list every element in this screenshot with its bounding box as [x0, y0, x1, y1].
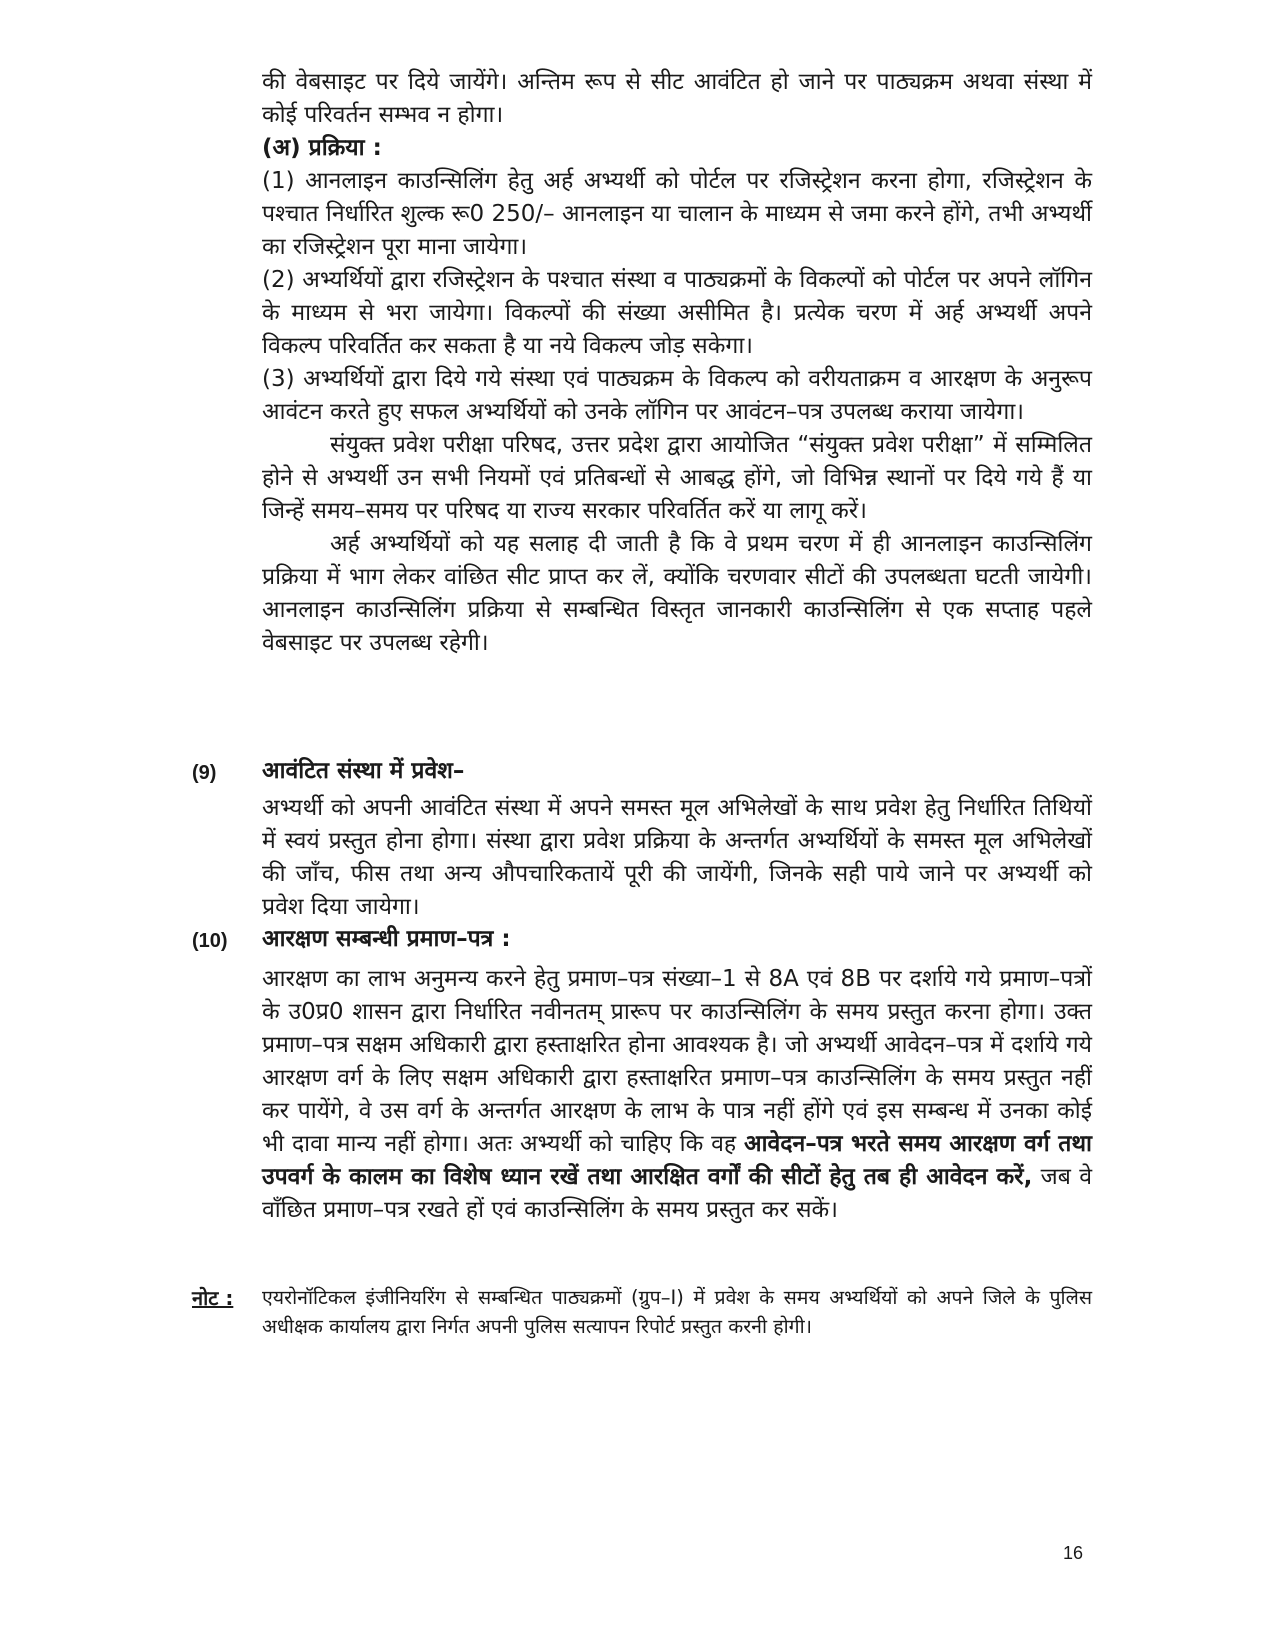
section-10-body-block [262, 963, 1092, 1227]
section-9-body-block [262, 792, 1092, 924]
counselling-block [262, 66, 1092, 660]
section-10-body-end: जब वे वाँछित प्रमाण–पत्र रखते हों एवं काउन्सिलिंग के समय प्रस्तुत कर सकें। [262, 1164, 1093, 1223]
website-paragraph: की वेबसाइट पर दिये जायेंगे। अन्तिम रूप से सीट आवंटित हो जाने पर पाठ्यक्रम अथवा संस्था में कोई परिवर्तन सम्भव न होगा। [262, 69, 1092, 128]
note-text: एयरोनॉटिकल इंजीनियरिंग से सम्बन्धित पाठ्यक्रमों (ग्रुप–I) में प्रवेश के समय अभ्यर्थियों को अपने जिले के पुलिस अधीक्षक कार्यालय द्वारा निर्गत अपनी पुलिस सत्यापन रिपोर्ट प्रस्तुत करनी होगी। [262, 1286, 1092, 1338]
note-label-text: नोट : [192, 1286, 234, 1310]
advice-paragraph: अर्ह अभ्यर्थियों को यह सलाह दी जाती है कि वे प्रथम चरण में ही आनलाइन काउन्सिलिंग प्रक्रिया में भाग लेकर वांछित सीट प्राप्त कर लें, क्योंकि चरणवार सीटों की उपलब्धता घटती जायेगी। आनलाइन काउन्सिलिंग प्रक्रिया से सम्बन्धित विस्तृत जानकारी काउन्सिलिंग से एक सप्ताह पहले वेबसाइट पर उपलब्ध रहेगी। [262, 531, 1092, 656]
section-10-title: आरक्षण सम्बन्धी प्रमाण–पत्र : [262, 926, 511, 952]
section-9-title: आवंटित संस्था में प्रवेश– [262, 758, 465, 784]
section-10-body-start: आरक्षण का लाभ अनुमन्य करने हेतु प्रमाण–पत्र संख्या–1 से 8A एवं 8B पर दर्शाये गये प्रमाण–पत्रों के उ0प्र0 शासन द्वारा निर्धारित नवीनतम् प्रारूप पर काउन्सिलिंग के समय प्रस्तुत करना होगा। उक्त प्रमाण–पत्र सक्षम अधिकारी द्वारा हस्ताक्षरित होना आवश्यक है। जो अभ्यर्थी आवेदन–पत्र में दर्शाये गये आरक्षण वर्ग के लिए सक्षम अधिकारी द्वारा हस्ताक्षरित प्रमाण–पत्र काउन्सिलिंग के समय प्रस्तुत नहीं कर पायेंगे, वे उस वर्ग के अन्तर्गत आरक्षण के लाभ के पात्र नहीं होंगे एवं इस सम्बन्ध में उनका कोई भी दावा मान्य नहीं होगा। अतः अभ्यर्थी को चाहिए कि वह [262, 966, 1092, 1157]
section-10-body [262, 963, 1092, 1227]
section-10-number: (10) [192, 930, 228, 952]
section-9-body: अभ्यर्थी को अपनी आवंटित संस्था में अपने समस्त मूल अभिलेखों के साथ प्रवेश हेतु निर्धारित तिथियों में स्वयं प्रस्तुत होना होगा। संस्था द्वारा प्रवेश प्रक्रिया के अन्तर्गत अभ्यर्थियों के समस्त मूल अभिलेखों की जाँच, फीस तथा अन्य औपचारिकतायें पूरी की जायेंगी, जिनके सही पाये जाने पर अभ्यर्थी को प्रवेश दिया जायेगा। [262, 795, 1092, 920]
process-step-1: (1) आनलाइन काउन्सिलिंग हेतु अर्ह अभ्यर्थी को पोर्टल पर रजिस्ट्रेशन करना होगा, रजिस्ट्रेशन के पश्चात निर्धारित शुल्क रू0 250/– आनलाइन या चालान के माध्यम से जमा करने होंगे, तभी अभ्यर्थी का रजिस्ट्रेशन पूरा माना जायेगा। [262, 168, 1092, 260]
section-10-body-bold: आवेदन–पत्र भरते समय आरक्षण वर्ग तथा उपवर्ग के कालम का विशेष ध्यान रखें तथा आरक्षित वर्गों की सीटों हेतु तब ही आवेदन करें, [262, 1131, 1093, 1190]
process-heading: (अ) प्रक्रिया : [262, 135, 382, 161]
page-number: 16 [1063, 1543, 1084, 1563]
note-label [192, 1283, 233, 1313]
rules-paragraph: संयुक्त प्रवेश परीक्षा परिषद, उत्तर प्रदेश द्वारा आयोजित “संयुक्त प्रवेश परीक्षा” में सम्मिलित होने से अभ्यर्थी उन सभी नियमों एवं प्रतिबन्धों से आबद्ध होंगे, जो विभिन्न स्थानों पर दिये गये हैं या जिन्हें समय–समय पर परिषद या राज्य सरकार परिवर्तित करें या लागू करें। [262, 432, 1092, 524]
process-step-2: (2) अभ्यर्थियों द्वारा रजिस्ट्रेशन के पश्चात संस्था व पाठ्यक्रमों के विकल्पों को पोर्टल पर अपने लॉगिन के माध्यम से भरा जायेगा। विकल्पों की संख्या असीमित है। प्रत्येक चरण में अर्ह अभ्यर्थी अपने विकल्प परिवर्तित कर सकता है या नये विकल्प जोड़ सकेगा। [262, 267, 1092, 359]
process-step-3: (3) अभ्यर्थियों द्वारा दिये गये संस्था एवं पाठ्यक्रम के विकल्प को वरीयताक्रम व आरक्षण के अनुरूप आवंटन करते हुए सफल अभ्यर्थियों को उनके लॉगिन पर आवंटन–पत्र उपलब्ध कराया जायेगा। [262, 366, 1092, 425]
section-9-number: (9) [192, 762, 217, 784]
